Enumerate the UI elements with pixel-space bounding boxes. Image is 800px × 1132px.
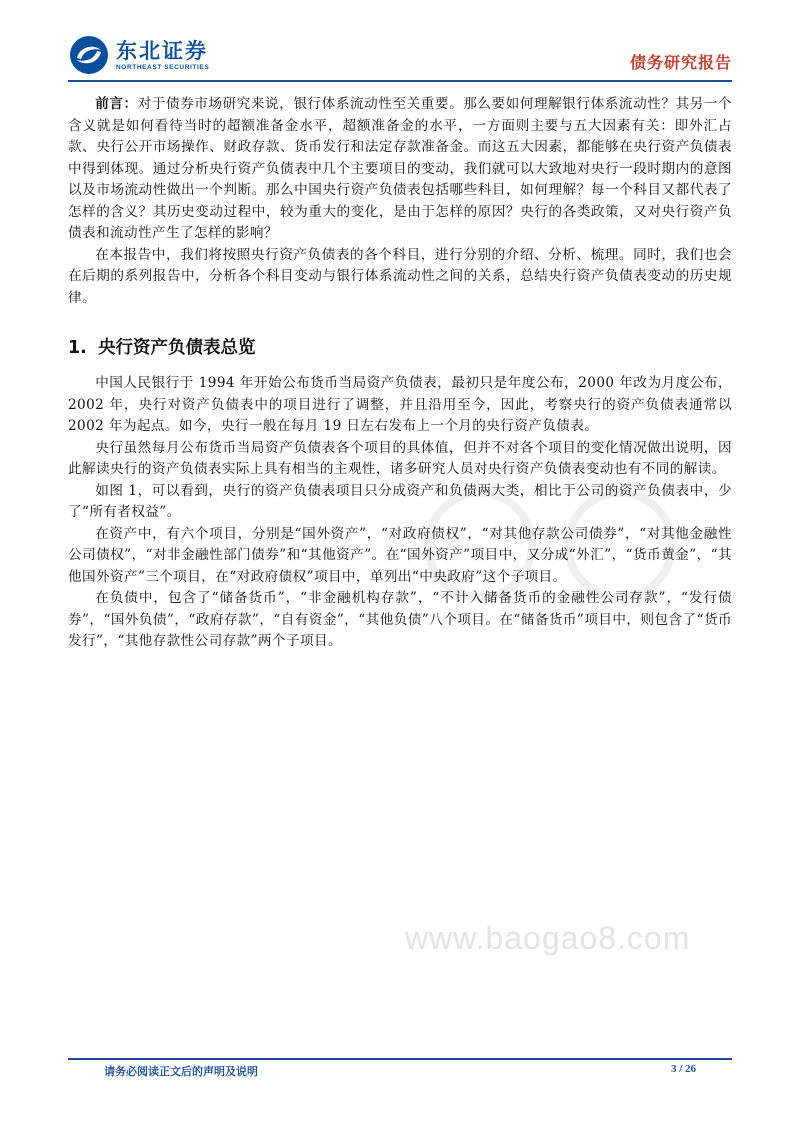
- section-paragraph-1: 中国人民银行于 1994 年开始公布货币当局资产负债表，最初只是年度公布，2000 年改为月度公布，2002 年，央行对资产负债表中的项目进行了调整，并且沿用至今，因此，考察央行的资产负债表通常以 2002 年为起点。如今，央行一般在每月 19 日左右发布上一个月的央行资产负债表。: [68, 375, 732, 434]
- section-paragraph-3: 如图 1，可以看到，央行的资产负债表项目只分成资产和负债两大类，相比于公司的资产负债表中，少了“所有者权益”。: [68, 482, 732, 520]
- section-heading: [68, 333, 732, 363]
- footer-divider: [68, 1058, 732, 1060]
- intro-paragraph-2: 在本报告中，我们将按照央行资产负债表的各个科目，进行分别的介绍、分析、梳理。同时，我们也会在后期的系列报告中，分析各个科目变动与银行体系流动性之间的关系，总结央行资产负债表变动的历史规律。: [68, 246, 732, 306]
- section-paragraph-4: 在资产中，有六个项目，分别是“国外资产”，“对政府债权”，“对其他存款公司债券”，“对其他金融性公司债权”，“对非金融性部门债券”和“其他资产”。在“国外资产”项目中，又分成“外汇”，“货币黄金”，“其他国外资产”三个项目，在“对政府债权”项目中，单列出“中央政府”这个子项目。: [68, 525, 732, 585]
- footer-disclaimer: 请务必阅读正文后的声明及说明: [104, 1065, 258, 1078]
- intro-lead: 前言：: [95, 96, 138, 112]
- section-paragraph-5: 在负债中，包含了“储备货币”，“非金融机构存款”，“不计入储备货币的金融性公司存款”，“发行债券”，“国外负债”，“政府存款”，“自有资金”，“其他负债”八个项目。在“储备货币”项目中，则包含了“货币发行”，“其他存款性公司存款”两个子项目。: [68, 590, 732, 649]
- header-divider: [68, 80, 732, 82]
- page-header: [68, 26, 732, 80]
- page-number: 3 / 26: [670, 1063, 696, 1075]
- company-logo: [68, 34, 209, 76]
- logo-chinese-name: 东北证券: [116, 38, 208, 63]
- northeast-securities-logo-icon: [68, 34, 110, 76]
- logo-english-name: NORTHEAST SECURITIES: [116, 63, 210, 71]
- intro-text-1: 对于债券市场研究来说，银行体系流动性至关重要。那么要如何理解银行体系流动性？其另一个含义就是如何看待当时的超额准备金水平，超额准备金的水平，一方面则主要与五大因素有关：即外汇占款、央行公开市场操作、财政存款、货币发行和法定存款准备金。而这五大因素，都能够在央行资产负债表中得到体现。通过分析央行资产负债表中几个主要项目的变动，我们就可以大致地对央行一段时期内的意图以及市场流动性做出一个判断。那么中国央行资产负债表包括哪些科目，如何理解？每一个科目又都代表了怎样的含义？其历史变动过程中，较为重大的变化，是由于怎样的原因？央行的各类政策，又对央行资产负债表和流动性产生了怎样的影响？: [68, 96, 733, 241]
- section-number: 1.: [68, 338, 87, 358]
- watermark-url: www.baogao8.com: [405, 920, 691, 956]
- intro-paragraph-1: [68, 94, 732, 245]
- section-paragraph-2: 央行虽然每月公布货币当局资产负债表各个项目的具体值，但并不对各个项目的变化情况做出说明，因此解读央行的资产负债表实际上具有相当的主观性，诸多研究人员对央行资产负债表变动也有不同的解读。: [68, 439, 732, 477]
- report-body: [68, 94, 732, 653]
- report-type-label: 债务研究报告: [629, 53, 732, 72]
- section-title: 央行资产负债表总览: [98, 338, 256, 358]
